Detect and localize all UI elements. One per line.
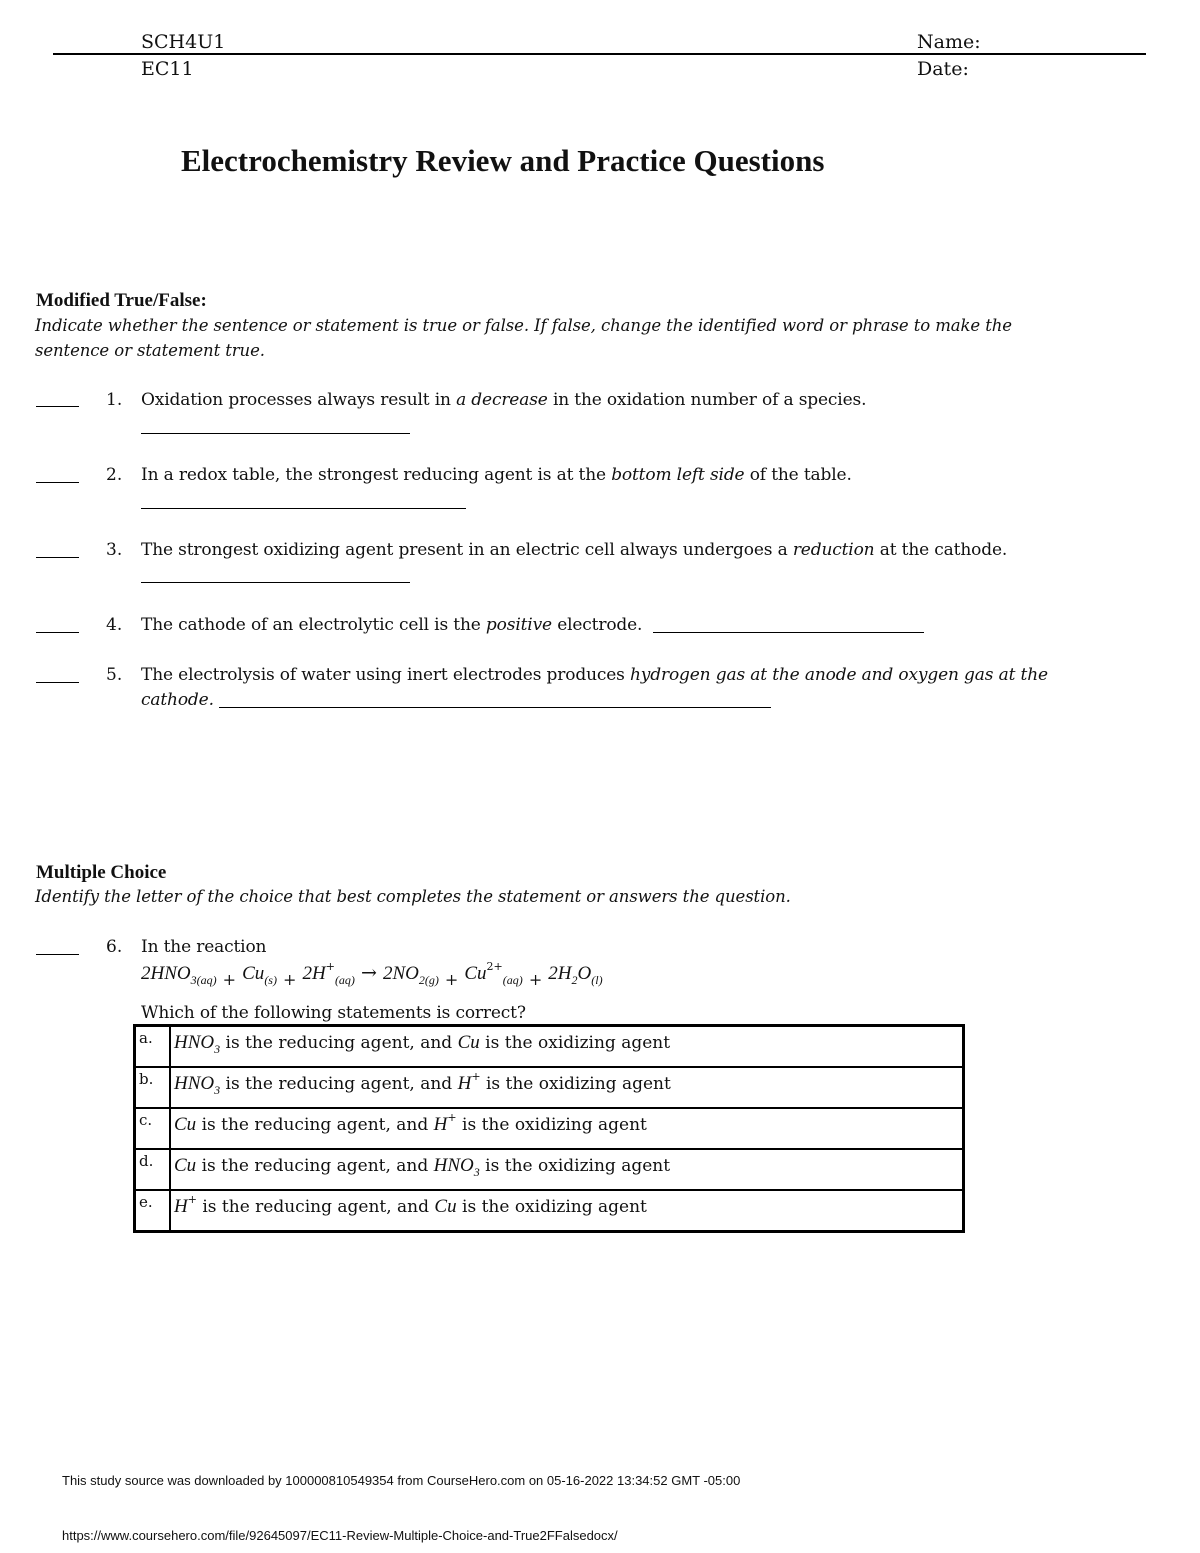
- multiple-choice-heading: Multiple Choice: [36, 862, 167, 883]
- species-formula: Cu: [174, 1114, 197, 1135]
- question-key-phrase-cont: cathode.: [141, 690, 214, 710]
- species-formula: HNO: [433, 1155, 474, 1176]
- question-pre: In a redox table, the strongest reducing agent is at the: [141, 465, 612, 485]
- species-subscript: (aq): [334, 973, 355, 987]
- species-subscript: (aq): [502, 973, 523, 987]
- species-hno3: 2HNO: [141, 963, 191, 984]
- species-superscript: +: [447, 1111, 457, 1124]
- choice-letter: c.: [135, 1108, 171, 1149]
- answer-blank-q4[interactable]: [36, 632, 79, 633]
- correction-line-q3[interactable]: [141, 582, 410, 583]
- plus-sign: +: [222, 970, 237, 989]
- species-superscript: +: [187, 1193, 197, 1206]
- choice-row[interactable]: [135, 1026, 964, 1068]
- choice-letter: e.: [135, 1190, 171, 1232]
- choice-row[interactable]: [135, 1190, 964, 1232]
- choice-text: [170, 1067, 964, 1108]
- choice-middle-text: is the reducing agent, and: [196, 1197, 435, 1217]
- question-pre: The strongest oxidizing agent present in an electric cell always undergoes a: [141, 540, 793, 560]
- question-pre: The cathode of an electrolytic cell is the: [141, 615, 486, 635]
- species-formula: H: [433, 1114, 448, 1135]
- download-notice: This study source was downloaded by 100000810549354 from CourseHero.com on 05-16-2022 13:34:52 GMT -05:00: [62, 1473, 741, 1488]
- plus-sign: +: [444, 970, 459, 989]
- species-formula: H: [457, 1073, 472, 1094]
- species-formula: Cu: [457, 1032, 480, 1053]
- header-rule: [53, 53, 1146, 55]
- plus-sign: +: [528, 970, 543, 989]
- correction-line-q4[interactable]: [653, 632, 924, 633]
- choice-end-text: is the oxidizing agent: [479, 1033, 671, 1053]
- true-false-instruction-line1: Indicate whether the sentence or statement is true or false. If false, change the identified word or phrase to make the: [35, 316, 1012, 335]
- choice-middle-text: is the reducing agent, and: [220, 1074, 458, 1094]
- question-text-q1: [141, 390, 866, 410]
- choice-text: [170, 1190, 964, 1232]
- name-label: Name:: [917, 31, 981, 53]
- choices-table: [133, 1024, 965, 1233]
- choice-end-text: is the oxidizing agent: [480, 1074, 671, 1094]
- answer-blank-q2[interactable]: [36, 482, 79, 483]
- question-text-q2: [141, 465, 852, 485]
- question-number: 3.: [106, 540, 123, 560]
- species-superscript: 2+: [486, 960, 503, 973]
- question-post: in the oxidation number of a species.: [547, 390, 867, 410]
- unit-code: EC11: [141, 58, 194, 80]
- question-post: of the table.: [744, 465, 852, 485]
- question-text-q5-cont: [141, 690, 214, 710]
- question-key-phrase: hydrogen gas at the anode and oxygen gas at the: [629, 665, 1048, 685]
- choice-text: [170, 1108, 964, 1149]
- page-title: Electrochemistry Review and Practice Questions: [181, 143, 825, 178]
- course-code: SCH4U1: [141, 31, 226, 53]
- multiple-choice-instruction: Identify the letter of the choice that best completes the statement or answers the question.: [35, 887, 791, 906]
- species-cu: Cu: [242, 963, 265, 984]
- answer-blank-q1[interactable]: [36, 406, 79, 407]
- choice-row[interactable]: [135, 1067, 964, 1108]
- question-number: 6.: [106, 937, 123, 957]
- question-number: 4.: [106, 615, 123, 635]
- choice-middle-text: is the reducing agent, and: [220, 1033, 458, 1053]
- species-subscript: (l): [591, 973, 603, 987]
- question-key-phrase: a decrease: [456, 390, 548, 410]
- species-formula: HNO: [174, 1032, 215, 1053]
- choice-text: [170, 1026, 964, 1068]
- choice-row[interactable]: [135, 1108, 964, 1149]
- reaction-equation: [141, 960, 603, 989]
- species-subscript: 3: [214, 1042, 221, 1056]
- question-intro: In the reaction: [141, 937, 267, 957]
- question-pre: The electrolysis of water using inert electrodes produces: [141, 665, 630, 685]
- true-false-instruction-line2: sentence or statement true.: [35, 341, 265, 360]
- species-subscript: 3: [473, 1165, 480, 1179]
- question-text-q5: [141, 665, 1048, 685]
- question-number: 5.: [106, 665, 123, 685]
- choice-letter: d.: [135, 1149, 171, 1190]
- question-number: 2.: [106, 465, 123, 485]
- answer-blank-q3[interactable]: [36, 557, 79, 558]
- source-url[interactable]: https://www.coursehero.com/file/92645097/EC11-Review-Multiple-Choice-and-True2FFalsedocx/: [62, 1528, 618, 1543]
- answer-blank-q5[interactable]: [36, 682, 79, 683]
- correction-line-q2[interactable]: [141, 508, 466, 509]
- question-text-q3: [141, 540, 1007, 560]
- answer-blank-q6[interactable]: [36, 954, 79, 955]
- species-subscript: 3(aq): [190, 973, 217, 987]
- species-formula: Cu: [174, 1155, 197, 1176]
- date-label: Date:: [917, 58, 969, 80]
- species-subscript: 2: [571, 973, 578, 987]
- choice-row[interactable]: [135, 1149, 964, 1190]
- question-post: electrode.: [551, 615, 643, 635]
- species-subscript: (s): [264, 973, 277, 987]
- correction-line-q5[interactable]: [219, 707, 771, 708]
- question-post: at the cathode.: [874, 540, 1008, 560]
- species-formula: HNO: [174, 1073, 215, 1094]
- species-oxygen: O: [577, 963, 592, 984]
- question-key-phrase: bottom left side: [611, 465, 745, 485]
- question-key-phrase: reduction: [792, 540, 875, 560]
- species-h2o: 2H: [548, 963, 572, 984]
- choice-end-text: is the oxidizing agent: [479, 1156, 671, 1176]
- question-key-phrase: positive: [485, 615, 552, 635]
- reaction-arrow: →: [360, 962, 377, 984]
- correction-line-q1[interactable]: [141, 433, 410, 434]
- species-subscript: 2(g): [418, 973, 439, 987]
- question-prompt: Which of the following statements is correct?: [141, 1003, 526, 1023]
- species-no2: 2NO: [382, 963, 419, 984]
- choice-end-text: is the oxidizing agent: [456, 1115, 647, 1135]
- choice-text: [170, 1149, 964, 1190]
- species-subscript: 3: [214, 1083, 221, 1097]
- true-false-heading: Modified True/False:: [36, 290, 207, 311]
- question-text-q4: [141, 615, 642, 635]
- choice-middle-text: is the reducing agent, and: [196, 1115, 434, 1135]
- plus-sign: +: [283, 970, 297, 989]
- question-pre: Oxidation processes always result in: [141, 390, 457, 410]
- choice-letter: b.: [135, 1067, 171, 1108]
- choice-middle-text: is the reducing agent, and: [196, 1156, 434, 1176]
- choice-end-text: is the oxidizing agent: [456, 1197, 647, 1217]
- species-formula: Cu: [434, 1196, 457, 1217]
- choice-letter: a.: [135, 1026, 171, 1068]
- question-number: 1.: [106, 390, 123, 410]
- species-superscript: +: [471, 1070, 481, 1083]
- species-formula: H: [174, 1196, 188, 1217]
- species-superscript: +: [325, 960, 335, 973]
- species-h-plus: 2H: [302, 963, 326, 984]
- species-cu2-plus: Cu: [464, 963, 487, 984]
